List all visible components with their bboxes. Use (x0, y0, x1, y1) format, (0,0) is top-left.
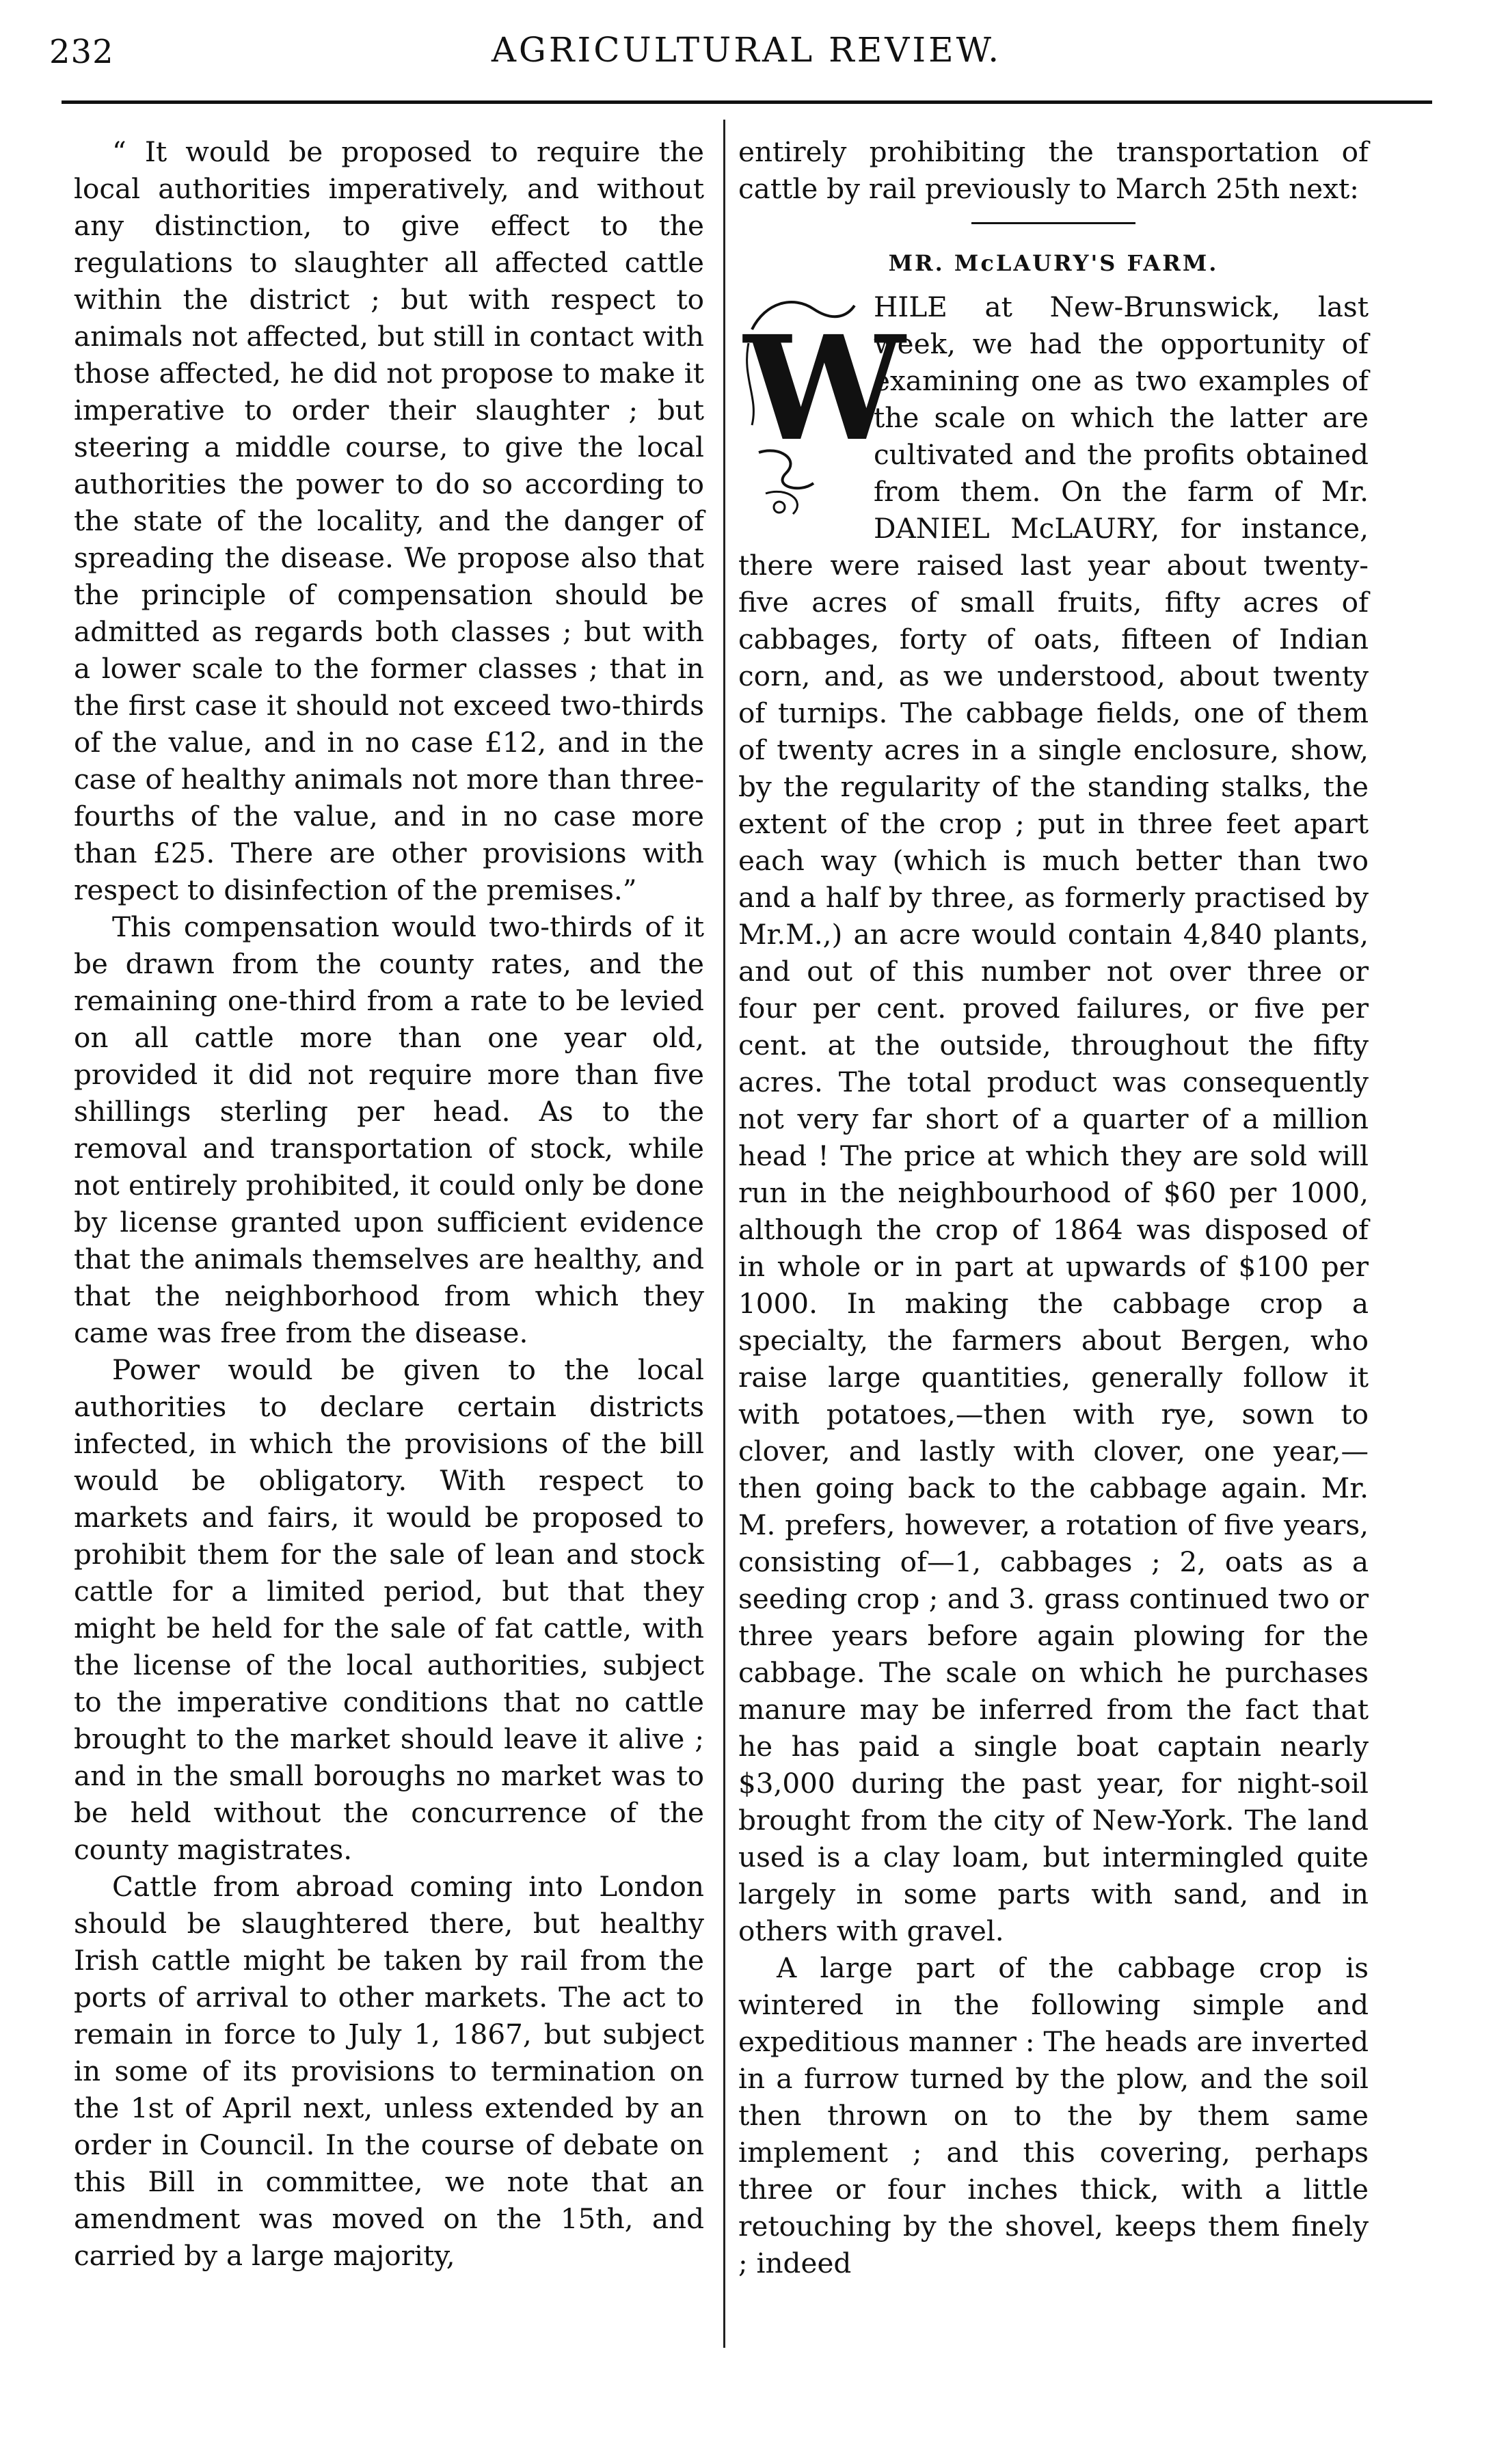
drop-cap-letter: W (744, 304, 905, 473)
left-column (74, 133, 704, 2274)
left-paragraph-4: Cattle from abroad coming into London should be slaughtered there, but healthy Irish cattle might be taken by rail from the ports of arrival to other markets. The act to remain in force to July 1, 1867, but subject in some of its provisions to termination on the 1st of April next, unless extended by an order in Council. In the course of debate on this Bill in committee, we note that an amendment was moved on the 15th, and carried by a large majority, (74, 1870, 704, 2272)
left-paragraph-1: “ It would be proposed to require the local authorities imperatively, and without any distinction, to give effect to the regulations to slaughter all affected cattle within the district ; but with respect to animals not affected, but still in contact with those affected, he did not propose to make it imperative to order their slaughter ; but steering a middle course, to give the local authorities the power to do so according to the state of the locality, and the danger of spreading the disease. We propose also that the principle of compensation should be admitted as regards both classes ; but with a lower scale to the former classes ; that in the first case it should not exceed two-thirds of the value, and in no case £12, and in the case of healthy animals not more than three-fourths of the value, and in no case more than £25. There are other provisions with respect to disinfection of the premises.” (74, 135, 704, 906)
right-column (738, 133, 1369, 2282)
column-divider (723, 120, 725, 2348)
section-separator (971, 222, 1135, 224)
running-head: AGRICULTURAL REVIEW. (491, 30, 1002, 70)
left-paragraph-2: This compensation would two-thirds of it be drawn from the county rates, and the remaining one-third from a rate to be levied on all cattle more than one year old, provided it did not require more than five shillings sterling per head. As to the removal and transportation of stock, while not entirely prohibited, it could only be done by license granted upon sufficient evidence that the animals themselves are healthy, and that the neighborhood from which they came was free from the disease. (74, 910, 704, 1349)
section-title: MR. McLAURY'S FARM. (888, 250, 1219, 276)
ornamental-initial-w-icon (738, 288, 905, 528)
ornamental-initial (738, 288, 905, 528)
right-paragraph-1: HILE at New-Brunswick, last week, we had the opportunity of examining one as two examples of the scale on which the latter are cultivated and the profits obtained from them. On the farm of Mr. DANIEL McLAURY, for instance, there were raised last year about twenty-five acres of small fruits, fifty acres of cabbages, forty of oats, fifteen of Indian corn, and, as we understood, about twenty of turnips. The cabbage fields, one of them of twenty acres in a single enclosure, show, by the regularity of the standing stalks, the extent of the crop ; put in three feet apart each way (which is much better than two and a half by three, as formerly practised by Mr.M.,) an acre would contain 4,840 plants, and out of this number not over three or four per cent. proved failures, or five per cent. at the outside, throughout the fifty acres. The total product was consequently not very far short of a quarter of a million head ! The price at which they are sold will run in the neighbourhood of $60 per 1000, although the crop of 1864 was disposed of in whole or in part at upwards of $100 per 1000. In making the cabbage crop a specialty, the farmers about Bergen, who raise large quantities, generally follow it with potatoes,—then with rye, sown to clover, and lastly with clover, one year,— then going back to the cabbage again. Mr. M. prefers, however, a rotation of five years, consisting of—1, cabbages ; 2, oats as a seeding crop ; and 3. grass continued two or three years before again plowing for the cabbage. The scale on which he purchases manure may be inferred from the fact that he has paid a single boat captain nearly $3,000 during the past year, for night-soil brought from the city of New-York. The land used is a clay loam, but intermingled quite largely in some parts with sand, and in others with gravel. (738, 290, 1369, 1947)
page-number: 232 (49, 33, 114, 71)
continuation-paragraph: entirely prohibiting the transportation of cattle by rail previously to March 25th next: (738, 135, 1369, 205)
header-rule (62, 100, 1432, 104)
left-paragraph-3: Power would be given to the local authorities to declare certain districts infected, in which the provisions of the bill would be obligatory. With respect to markets and fairs, it would be proposed to prohibit them for the sale of lean and stock cattle for a limited period, but that they might be held for the sale of fat cattle, with the license of the local authorities, subject to the imperative conditions that no cattle brought to the market should leave it alive ; and in the small boroughs no market was to be held without the concurrence of the county magistrates. (74, 1353, 704, 1866)
right-paragraph-2: A large part of the cabbage crop is wintered in the following simple and expeditious manner : The heads are inverted in a furrow turned by the plow, and the soil then thrown on to the by them same implement ; and this covering, perhaps three or four inches thick, with a little retouching by the shovel, keeps them finely ; indeed (738, 1951, 1369, 2279)
